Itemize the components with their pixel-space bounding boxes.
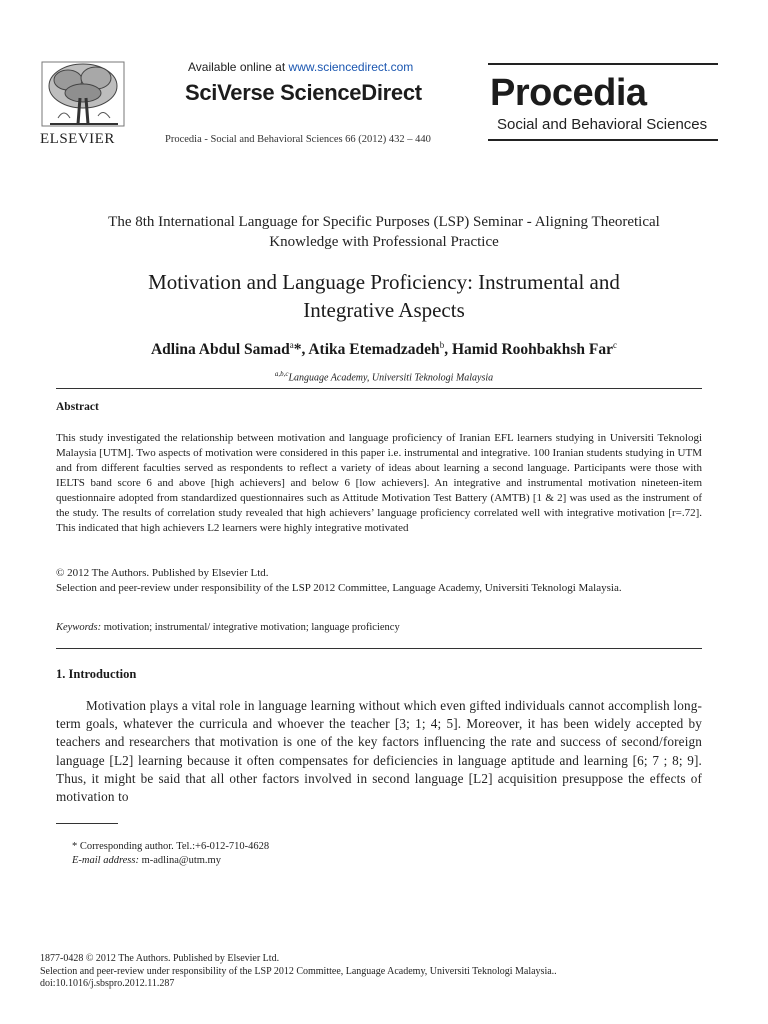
- author-3: Hamid Roohbakhsh Far: [451, 341, 614, 359]
- introduction-paragraph: [56, 697, 702, 806]
- affiliation-marks: a,b,c: [274, 370, 289, 378]
- abstract-copyright: [56, 566, 702, 596]
- author-1-affil: a: [289, 340, 294, 350]
- email-line: [72, 854, 269, 868]
- elsevier-wordmark: ELSEVIER: [40, 131, 115, 147]
- keywords-text: motivation; instrumental/ integrative motivation; language proficiency: [101, 622, 400, 633]
- affiliation: [60, 370, 708, 383]
- corresponding-author: * Corresponding author. Tel.:+6-012-710-4628: [72, 841, 270, 852]
- author-separator: ,: [444, 341, 452, 359]
- email-label: E-mail address:: [72, 855, 139, 866]
- abstract-bottom-rule: [56, 648, 702, 649]
- author-3-affil: c: [613, 340, 618, 350]
- author-1: Adlina Abdul Samad: [150, 341, 290, 359]
- author-2-affil: b: [439, 340, 445, 350]
- keywords-label: Keywords:: [56, 622, 102, 633]
- corresponding-mark: *,: [293, 341, 309, 359]
- paper-title-line-2: Integrative Aspects: [303, 298, 465, 322]
- introduction-text: Motivation plays a vital role in language learning without which even gifted individuals cannot accomplish long-term goals, whatever the curricula and whoever the teacher [3; 1; 4; 5]. Moreover, it has been widely accepted by teachers and researchers that motivation is one of the key factors influencing the rate and success of second/foreign language [L2] learning because it often compensates for deficiencies in language aptitude and learning [6; 7 ; 8; 9]. Thus, it might be said that all other factors involved in second language [L2] acquisition presuppose the effects of motivation to: [56, 698, 702, 805]
- footnote-rule: [56, 823, 118, 824]
- sciverse-logo-text: SciVerse ScienceDirect: [185, 80, 422, 105]
- abstract-heading: Abstract: [56, 401, 99, 413]
- author-list: [60, 340, 708, 359]
- abstract-text: This study investigated the relationship between motivation and language proficiency of Iranian EFL learners studying in Universiti Teknologi Malaysia [UTM]. Two aspects of motivation were considered in this paper i.e. instrumental and integrative. 100 Iranian students studying in UTM and from different faculties served as respondents to reflect a variety of ideas about learning a second language. Participants were those with IELTS band score 6 and above [high achievers] and below 6 [low achievers]. An integrative and instrumental motivation nineteen-item questionnaire adopted from standardized questionnaires such as Attitude Motivation Test Battery (AMTB) [1 & 2] was used as the instrument of the study. The results of correlation study revealed that high achievers’ language proficiency correlated well with integrative motivation [r=.72]. This indicated that high achievers L2 learners were highly integrative motivated: [56, 432, 702, 534]
- conference-line-2: Knowledge with Professional Practice: [269, 234, 499, 250]
- procedia-bottom-rule: [488, 139, 718, 141]
- section-heading-introduction: 1. Introduction: [56, 667, 137, 681]
- peer-review-line: Selection and peer-review under responsibility of the LSP 2012 Committee, Language Academy, Universiti Teknologi Malaysia.: [56, 582, 622, 594]
- footnote: [72, 840, 269, 868]
- procedia-top-rule: [488, 63, 718, 65]
- author-2: Atika Etemadzadeh: [308, 341, 440, 359]
- paper-title: [60, 268, 708, 324]
- affiliation-text: Language Academy, Universiti Teknologi Malaysia: [288, 372, 494, 384]
- keywords: [56, 622, 400, 633]
- available-online-line: [188, 60, 413, 74]
- email-address[interactable]: m-adlina@utm.my: [138, 855, 221, 866]
- conference-title: [50, 212, 718, 252]
- available-prefix: Available online at: [188, 60, 289, 74]
- procedia-subtitle: Social and Behavioral Sciences: [497, 116, 708, 133]
- abstract-top-rule: [56, 388, 702, 389]
- issn-line: 1877-0428 © 2012 The Authors. Published by Elsevier Ltd.: [40, 953, 280, 964]
- page-footer: [40, 953, 740, 991]
- paper-title-line-1: Motivation and Language Proficiency: Instrumental and: [148, 270, 620, 294]
- sciencedirect-link[interactable]: www.sciencedirect.com: [288, 60, 414, 74]
- conference-line-1: The 8th International Language for Specific Purposes (LSP) Seminar - Aligning Theoretical: [108, 214, 660, 230]
- footer-review-line: Selection and peer-review under responsibility of the LSP 2012 Committee, Language Academy, Universiti Teknologi Malaysia..: [40, 965, 557, 977]
- journal-citation: Procedia - Social and Behavioral Sciences 66 (2012) 432 – 440: [165, 134, 431, 145]
- procedia-logo-text: Procedia: [490, 72, 647, 114]
- copyright-line: © 2012 The Authors. Published by Elsevier Ltd.: [56, 567, 269, 579]
- doi-line[interactable]: doi:10.1016/j.sbspro.2012.11.287: [40, 978, 175, 989]
